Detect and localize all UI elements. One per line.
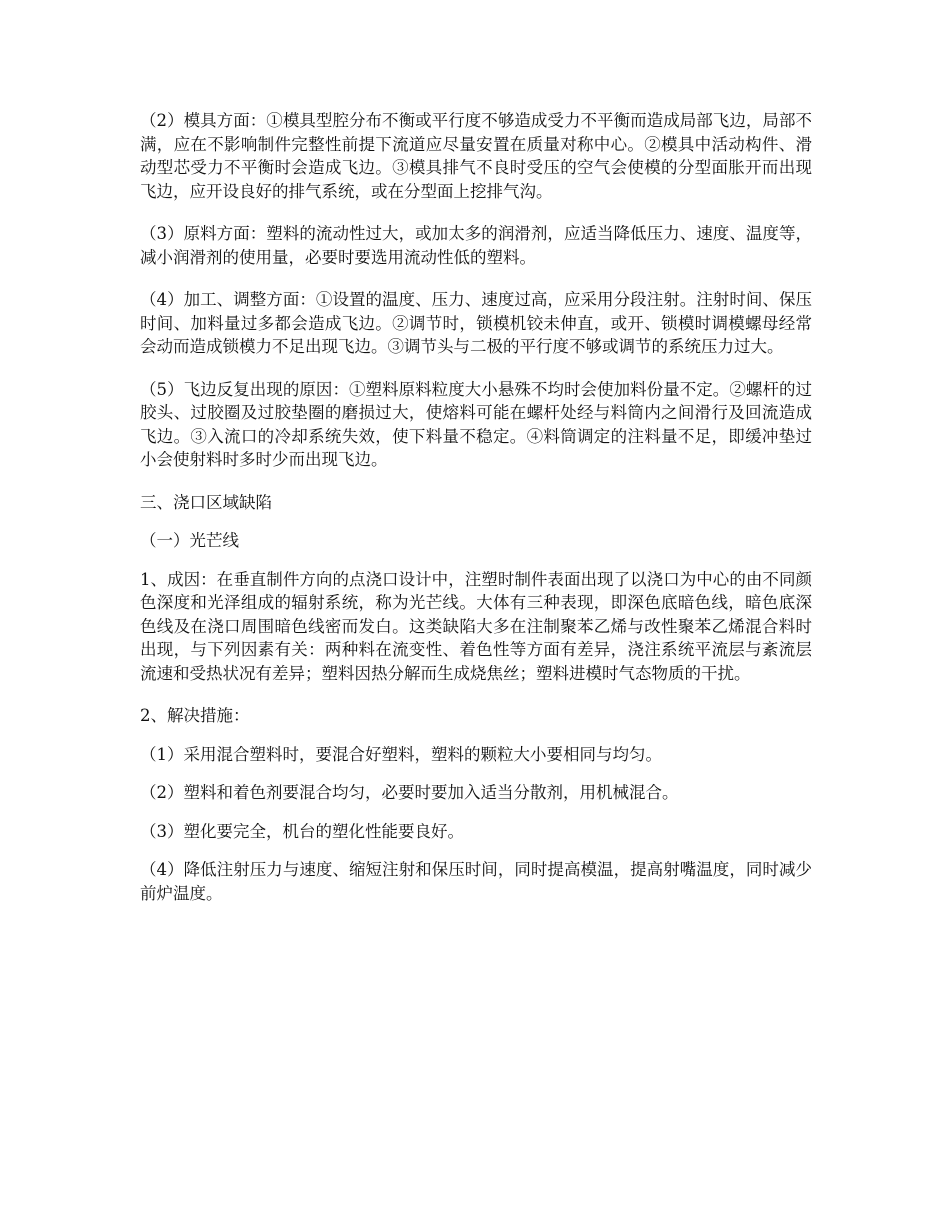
- solution-item-4: （4）降低注射压力与速度、缩短注射和保压时间，同时提高模温，提高射嘴温度，同时减少前炉温度。: [140, 860, 812, 903]
- paragraph-cause: 1、成因：在垂直制件方向的点浇口设计中，注塑时制件表面出现了以浇口为中心的由不同颜色深度和光泽组成的辐射系统，称为光芒线。大体有三种表现，即深色底暗色线，暗色底深色线及在浇口周围暗色线密而发白。这类缺陷大多在注制聚苯乙烯与改性聚苯乙烯混合料时出现，与下列因素有关：两种料在流变性、着色性等方面有差异，浇注系统平流层与紊流层流速和受热状况有差异；塑料因热分解而生成烧焦丝；塑料进模时气态物质的干扰。: [140, 569, 812, 683]
- document-page: [140, 109, 812, 922]
- section-heading-gate-defects: 三、浇口区域缺陷: [140, 492, 272, 512]
- paragraph-material-aspect: （3）原料方面：塑料的流动性过大，或加太多的润滑剂，应适当降低压力、速度、温度等，减小润滑剂的使用量，必要时要选用流动性低的塑料。: [140, 224, 812, 267]
- paragraph-processing-aspect: （4）加工、调整方面：①设置的温度、压力、速度过高，应采用分段注射。注射时间、保压时间、加料量过多都会造成飞边。②调节时，锁模机铰未伸直，或开、锁模时调模螺母经常会动而造成锁模力不足出现飞边。③调节头与二极的平行度不够或调节的系统压力过大。: [140, 290, 812, 356]
- paragraph-recurring-flash: （5）飞边反复出现的原因：①塑料原料粒度大小悬殊不均时会使加料份量不定。②螺杆的过胶头、过胶圈及过胶垫圈的磨损过大，使熔料可能在螺杆处经与料筒内之间滑行及回流造成飞边。③入流口的冷却系统失效，使下料量不稳定。④料筒调定的注料量不足，即缓冲垫过小会使射料时多时少而出现飞边。: [140, 379, 812, 469]
- solution-item-1: （1）采用混合塑料时，要混合好塑料，塑料的颗粒大小要相同与均匀。: [140, 744, 662, 764]
- solution-item-2: （2）塑料和着色剂要混合均匀，必要时要加入适当分散剂，用机械混合。: [140, 783, 679, 802]
- paragraph-mold-aspect: （2）模具方面：①模具型腔分布不衡或平行度不够造成受力不平衡而造成局部飞边，局部不满，应在不影响制件完整性前提下流道应尽量安置在质量对称中心。②模具中活动构件、滑动型芯受力不平衡时会造成飞边。③模具排气不良时受压的空气会使模的分型面胀开而出现飞边，应开设良好的排气系统，或在分型面上挖排气沟。: [140, 111, 812, 201]
- paragraph-solutions-heading: 2、解决措施：: [140, 706, 250, 725]
- solution-item-3: （3）塑化要完全，机台的塑化性能要良好。: [140, 821, 464, 841]
- subsection-heading-radial-lines: （一）光芒线: [140, 531, 239, 550]
